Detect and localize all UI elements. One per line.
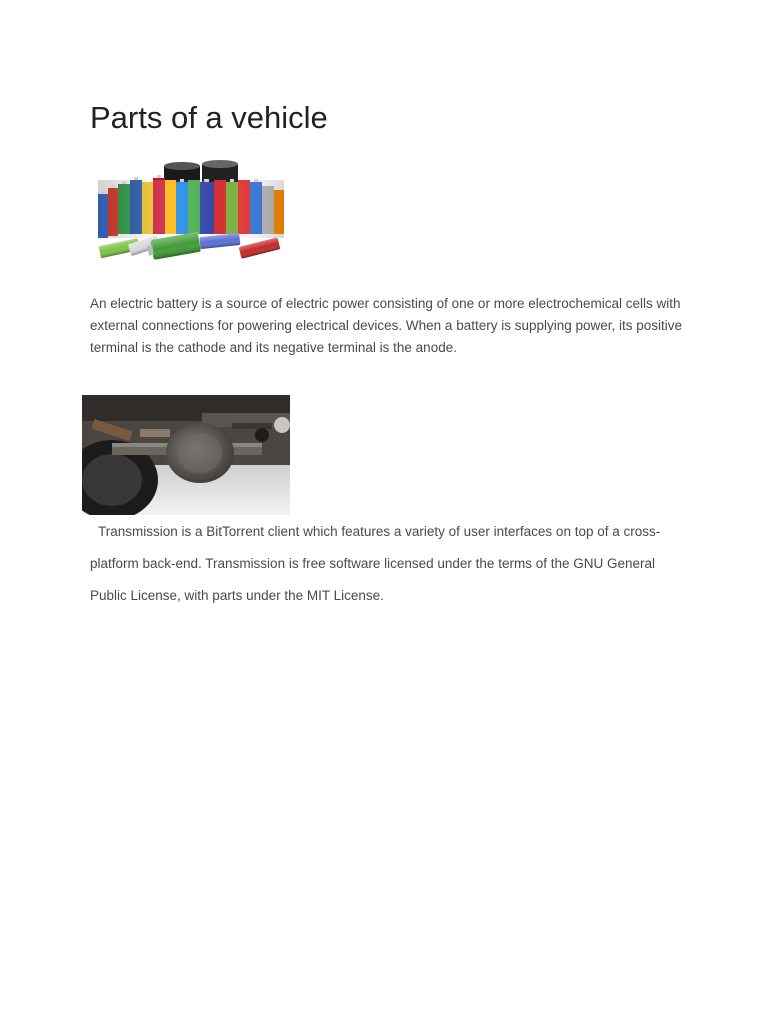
axle-image (82, 395, 290, 515)
page-title: Parts of a vehicle (90, 100, 328, 135)
transmission-paragraph: Transmission is a BitTorrent client which features a variety of user interfaces on top of a cross-platform back-end. Transmission is free software licensed under the terms of the GNU General Public License, with parts under the MIT License. (90, 524, 661, 603)
battery-paragraph: An electric battery is a source of electric power consisting of one or more electrochemical cells with external connections for powering electrical devices. When a battery is supplying power, its positive terminal is the cathode and its negative terminal is the anode. (90, 296, 683, 355)
batteries-image (90, 160, 290, 272)
